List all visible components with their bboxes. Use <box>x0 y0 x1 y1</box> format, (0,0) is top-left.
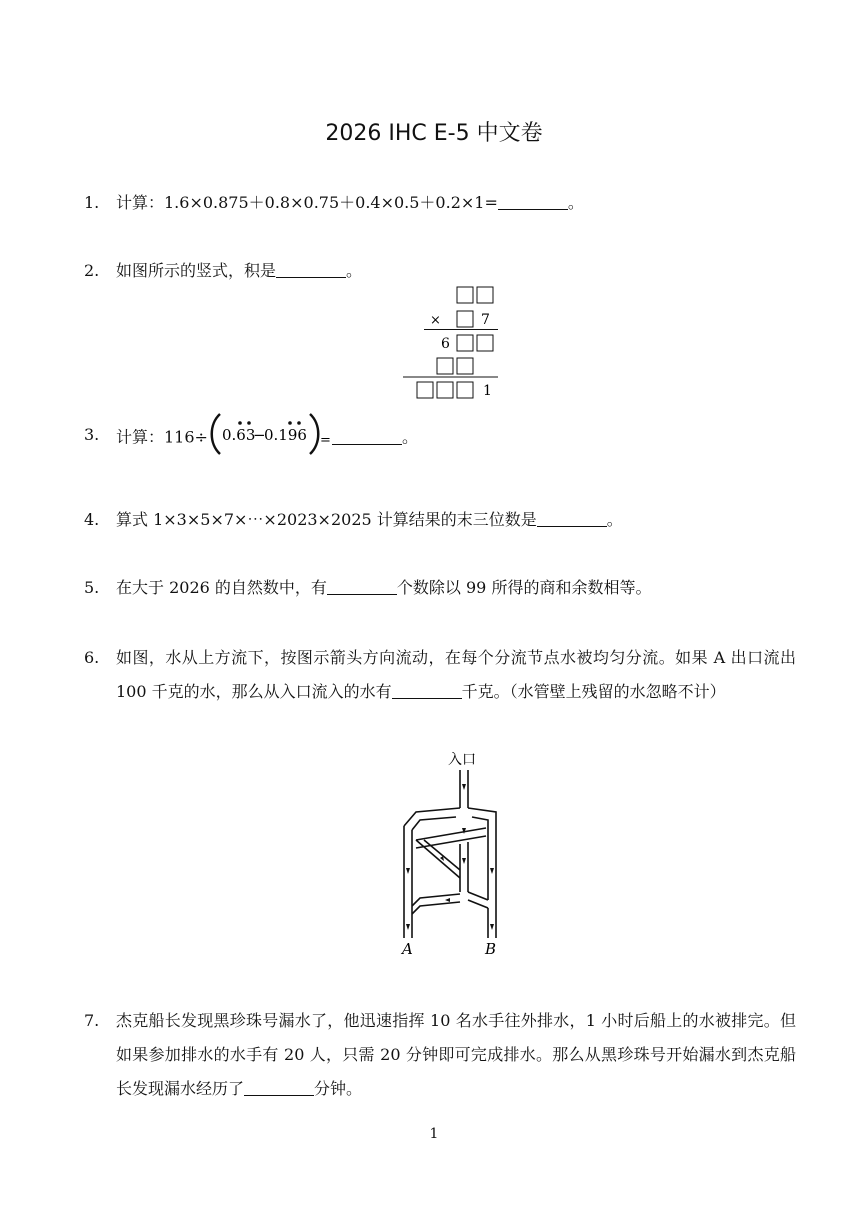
page-number: 1 <box>429 1126 439 1142</box>
minus-sign: − <box>252 426 266 444</box>
digit-6: 6 <box>441 336 450 352</box>
times-sign: × <box>430 313 441 328</box>
question-text-end: 。 <box>346 261 363 280</box>
water-pipe-figure <box>390 748 510 958</box>
question-number: 3. <box>84 425 100 444</box>
question-text-end: 。 <box>401 427 418 447</box>
vertical-multiplication-figure <box>400 284 510 404</box>
question-2 <box>84 254 796 288</box>
question-text: 在大于 2026 的自然数中，有 <box>116 578 327 597</box>
decimal-0-63: 0.63 <box>221 426 256 444</box>
question-3 <box>84 418 796 458</box>
question-text: 计算：1.6×0.875＋0.8×0.75＋0.4×0.5＋0.2×1= <box>116 193 498 212</box>
answer-blank[interactable] <box>244 1077 314 1096</box>
decimal-0-196: 0.196 <box>263 426 307 444</box>
page-title: 2026 IHC E-5 中文卷 <box>325 121 543 146</box>
answer-blank[interactable] <box>392 680 462 699</box>
digit-1: 1 <box>483 383 492 399</box>
question-text: 如图，水从上方流下，按图示箭头方向流动，在每个分流节点水被均匀分流。如果 A 出口流出 100 千克的水，那么从入口流入的水有 <box>116 648 796 701</box>
question-number: 2. <box>84 261 100 280</box>
question-number: 4. <box>84 510 100 529</box>
question-1 <box>84 186 796 220</box>
answer-blank[interactable] <box>327 576 397 595</box>
question-text-end: 分钟。 <box>314 1079 363 1098</box>
question-number: 7. <box>84 1011 100 1030</box>
question-5 <box>84 571 796 605</box>
question-6 <box>84 641 796 709</box>
question-text-end: 。 <box>567 193 584 212</box>
question-number: 6. <box>84 648 100 667</box>
question-text-end: 个数除以 99 所得的商和余数相等。 <box>396 578 652 597</box>
equals-sign: = <box>319 433 331 448</box>
question-text-end: 千克。（水管壁上残留的水忽略不计） <box>461 682 726 701</box>
answer-blank[interactable] <box>276 259 346 278</box>
repeating-decimal-expression <box>208 410 332 458</box>
inlet-label: 入口 <box>448 752 476 768</box>
question-text: 算式 1×3×5×7×⋯×2023×2025 计算结果的末三位数是 <box>116 510 537 529</box>
question-7 <box>84 1004 796 1106</box>
answer-blank[interactable] <box>498 191 568 210</box>
question-4 <box>84 503 796 537</box>
answer-blank[interactable] <box>537 508 607 527</box>
question-text: 杰克船长发现黑珍珠号漏水了，他迅速指挥 10 名水手往外排水，1 小时后船上的水被排完。但如果参加排水的水手有 20 人，只需 20 分钟即可完成排水。那么从黑珍珠号开始漏水到杰克船长发现漏水经历了 <box>116 1011 796 1098</box>
question-text-end: 。 <box>606 510 623 529</box>
question-text: 如图所示的竖式，积是 <box>116 261 277 280</box>
outlet-a-label: A <box>402 940 413 958</box>
question-number: 5. <box>84 578 100 597</box>
outlet-b-label: B <box>485 940 497 958</box>
question-number: 1. <box>84 193 100 212</box>
answer-blank[interactable] <box>332 426 402 445</box>
digit-7: 7 <box>481 312 490 328</box>
question-text: 计算：116÷ <box>116 427 208 447</box>
